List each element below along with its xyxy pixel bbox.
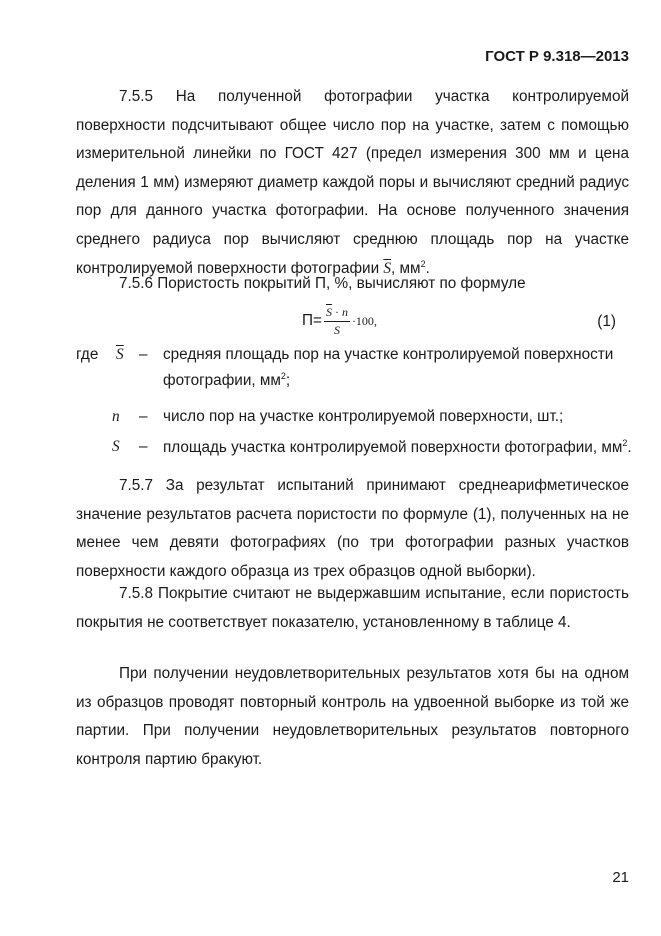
formula-multiplier: ·100	[351, 313, 374, 328]
numerator-dot: ·	[331, 304, 342, 319]
legend-description-text: средняя площадь пор на участке контролируемой поверхности фотографии, мм	[163, 346, 614, 389]
page-number: 21	[612, 869, 629, 886]
porosity-formula	[302, 303, 377, 339]
formula-comma: ,	[373, 313, 377, 328]
legend-description	[163, 434, 633, 458]
legend-superscript: 2	[622, 438, 628, 448]
unit-superscript: 2	[420, 258, 426, 269]
numerator-s: $\overline{S}$	[325, 304, 332, 319]
mean-area-symbol: $\overline{S}$	[383, 259, 392, 277]
formula-denominator: S	[333, 322, 340, 337]
legend-symbol: n	[112, 408, 120, 425]
legend-label: где	[76, 346, 99, 363]
legend-superscript: 2	[280, 371, 286, 381]
standard-designation: ГОСТ Р 9.318—2013	[485, 48, 629, 65]
numerator-n: n	[341, 304, 348, 319]
legend-description-text: площадь участка контролируемой поверхности фотографии, мм	[163, 439, 623, 456]
legend-dash: –	[139, 346, 148, 363]
legend-description	[163, 342, 633, 394]
legend-row	[76, 404, 636, 430]
paragraph-7-5-5-text: 7.5.5 На полученной фотографии участка контролируемой поверхности подсчитывают общее число пор на участке, затем с помощью измерительной линейки по ГОСТ 427 (предел измерения 300 мм и цена деления 1 мм) измеряют диаметр каждой поры и вычисляют средний радиус пор для данного участка фотографии. На основе полученного значения среднего радиуса пор вычисляют среднюю площадь пор на участке контролируемой поверхности фотографии	[76, 88, 629, 277]
formula-lhs: П=	[302, 312, 322, 329]
unit-text: , мм	[391, 259, 421, 277]
legend-row	[76, 342, 636, 394]
formula-fraction	[324, 305, 350, 338]
legend-dash: –	[139, 438, 148, 455]
legend-symbol: $\overline{S}$	[116, 346, 124, 363]
formula-numerator	[324, 305, 350, 322]
legend-end: .	[627, 439, 632, 456]
formula-legend	[76, 342, 636, 458]
legend-row	[76, 434, 636, 458]
paragraph-7-5-6: 7.5.6 Пористость покрытий П, %, вычисляют по формуле	[119, 275, 526, 292]
equation-number: (1)	[597, 313, 616, 330]
paragraph-repeat-control: При получении неудовлетворительных результатов хотя бы на одном из образцов проводят повторный контроль на удвоенной выборке из той же партии. При получении неудовлетворительных результатов повторного контроля партию бракуют.	[76, 665, 629, 768]
sentence-end: .	[425, 259, 430, 277]
legend-end: ;	[285, 372, 291, 389]
paragraph-7-5-8: 7.5.8 Покрытие считают не выдержавшим испытание, если пористость покрытия не соответствует показателю, установленному в таблице 4.	[76, 585, 629, 631]
paragraph-7-5-5	[76, 83, 629, 283]
legend-symbol: S	[112, 438, 120, 455]
paragraph-7-5-7: 7.5.7 За результат испытаний принимают среднеарифметическое значение результатов расчета пористости по формуле (1), полученных на не менее чем девяти фотографиях (по три фотографии разных участков поверхности каждого образца из трех образцов одной выборки).	[76, 477, 629, 580]
legend-dash: –	[139, 408, 148, 425]
legend-description: число пор на участке контролируемой поверхности, шт.;	[163, 408, 564, 425]
